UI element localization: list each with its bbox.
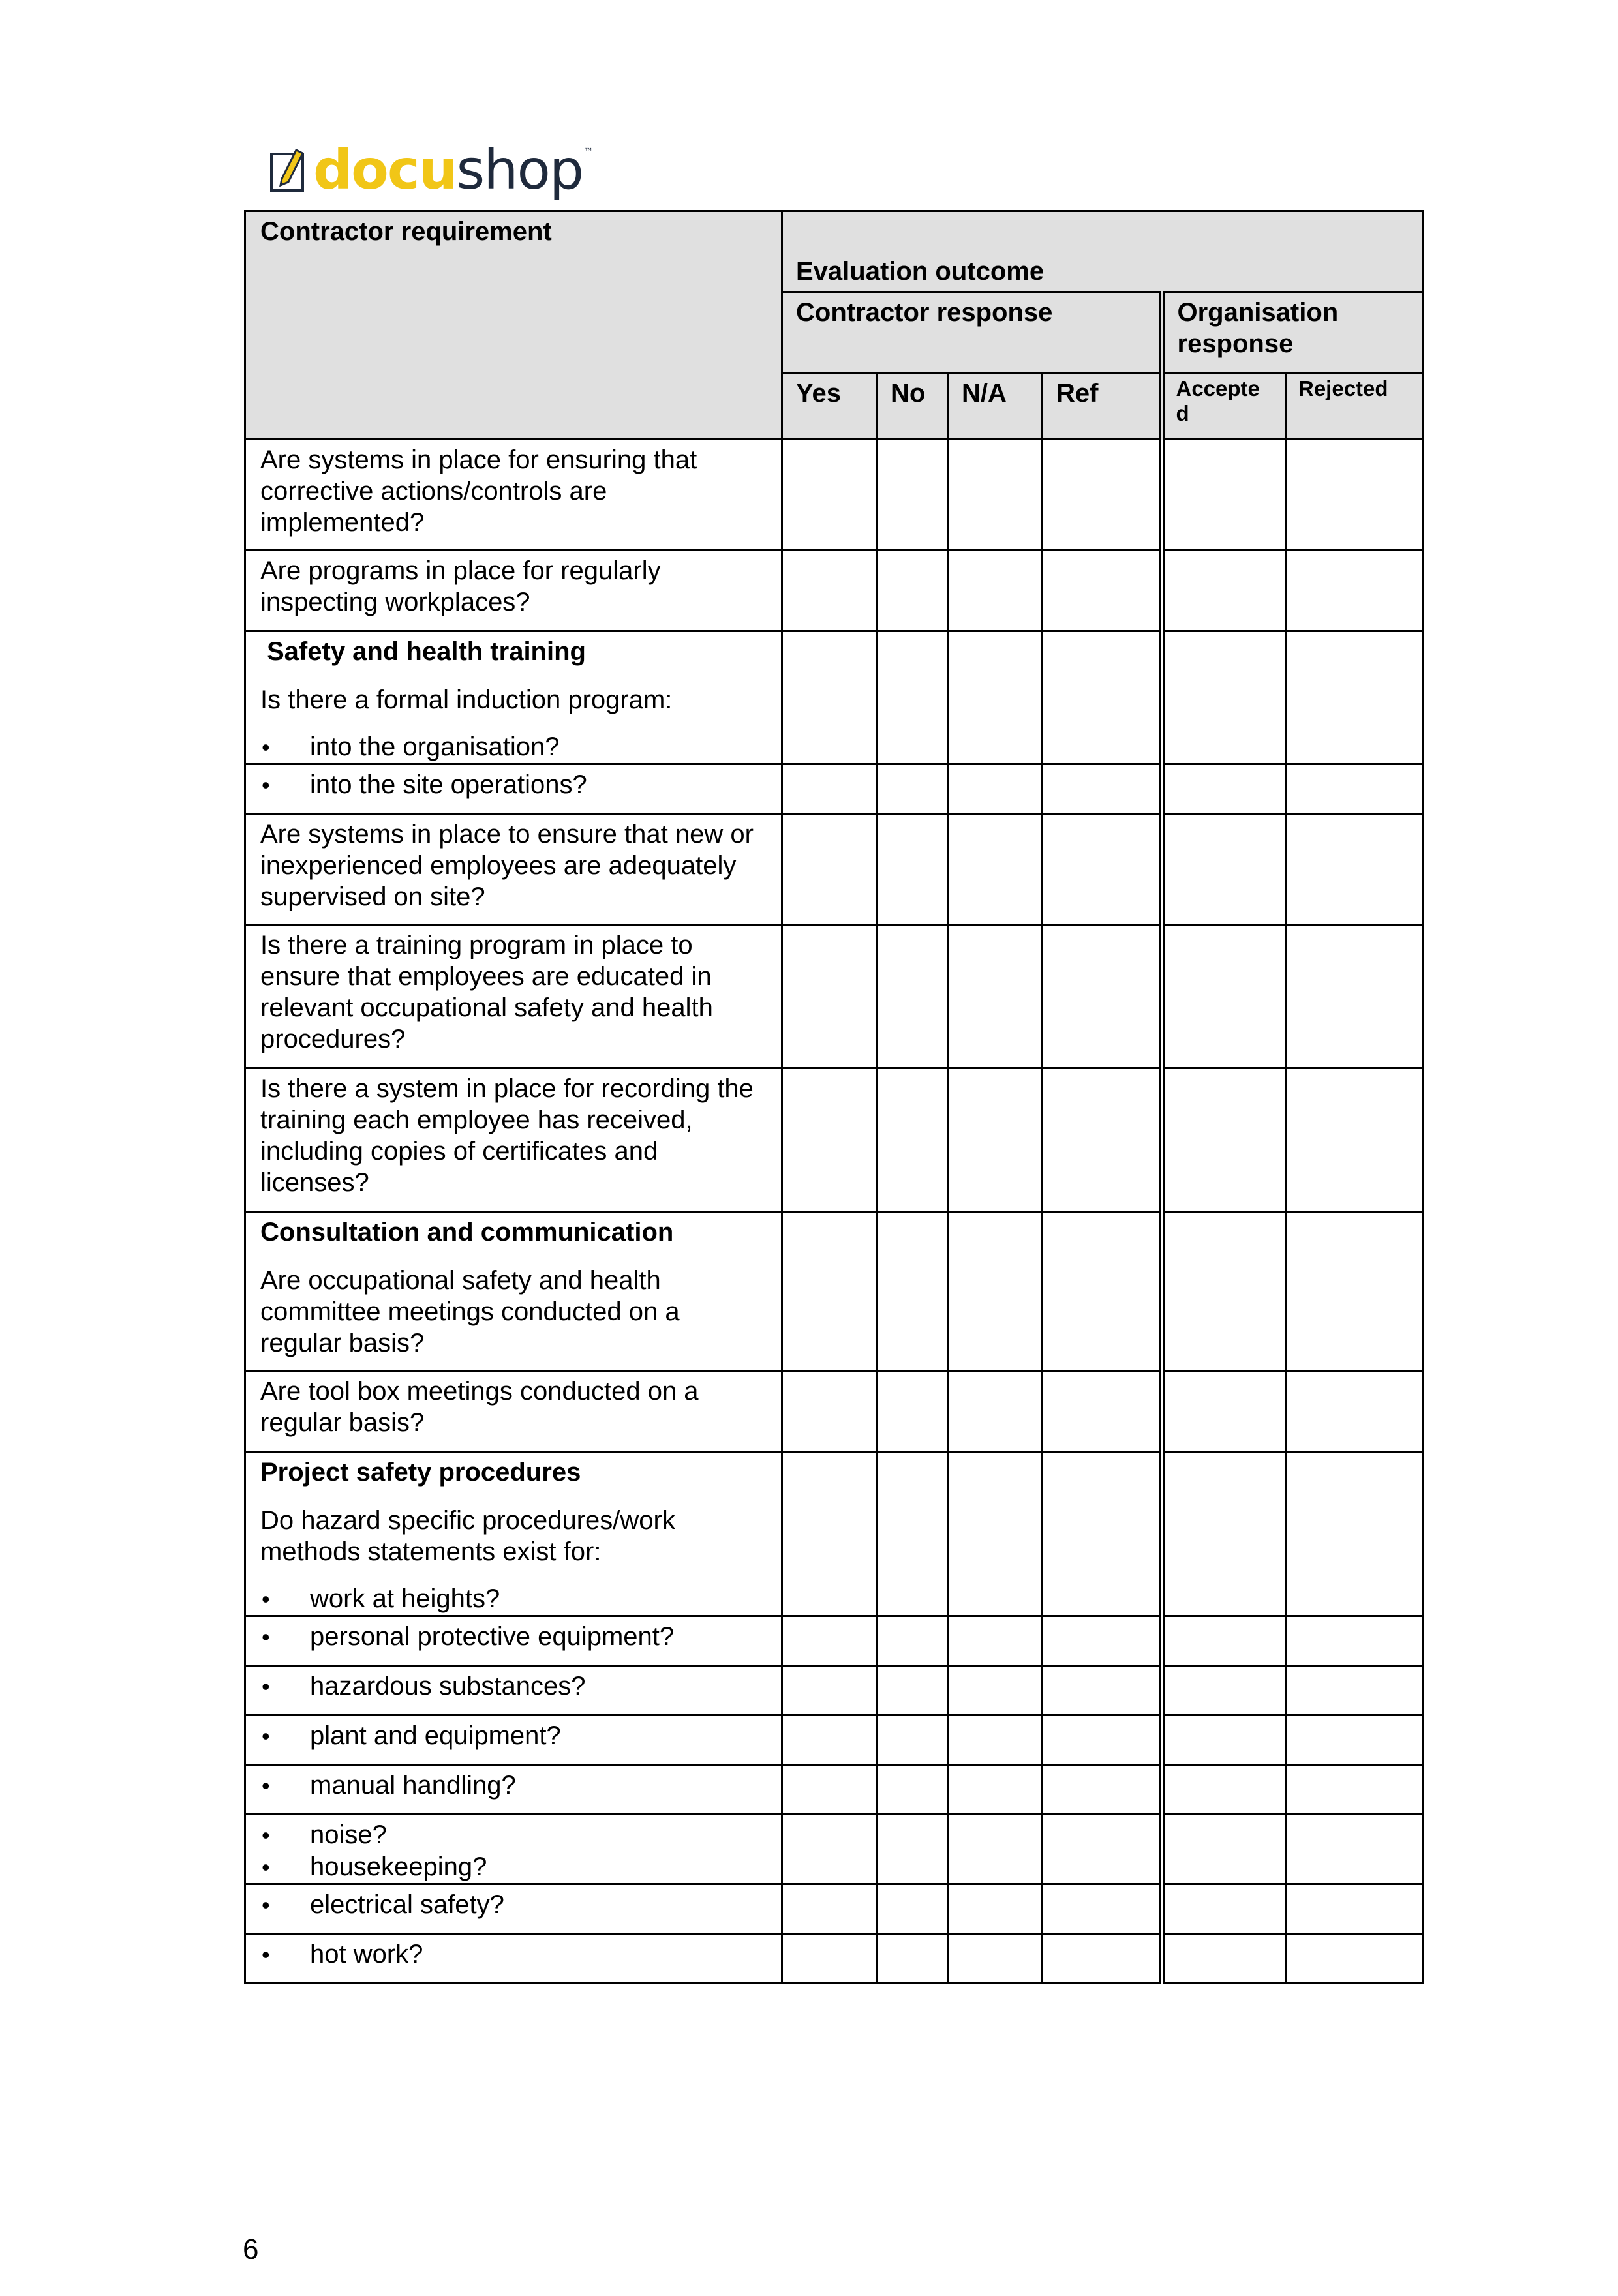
ref-response-cell[interactable] [1043,1934,1162,1984]
requirement-cell [245,1212,782,1371]
no-response-cell[interactable] [877,1715,948,1765]
question-text: Are systems in place for ensuring that corrective actions/controls are implemented? [260,446,697,537]
ref-response-cell[interactable] [1043,1371,1162,1452]
accepted-response-cell[interactable] [1162,764,1286,814]
na-response-cell[interactable] [948,764,1043,814]
bullet-item [260,1670,768,1702]
rejected-response-cell[interactable] [1286,1884,1424,1934]
pencil-document-icon [267,145,311,194]
bullet-item [260,1889,768,1921]
na-response-cell[interactable] [948,1452,1043,1616]
accepted-response-cell[interactable] [1162,551,1286,631]
question-text: Are tool box meetings conducted on a regular basis? [260,1377,699,1437]
bullet-text: work at heights? [310,1584,500,1613]
header-accepted: Accepte d [1162,373,1286,440]
requirement-cell [245,764,782,814]
no-response-cell[interactable] [877,1765,948,1815]
no-response-cell[interactable] [877,440,948,551]
bullet-item [260,1939,768,1971]
evaluation-table [244,210,1424,1984]
bullet-icon: • [262,1822,270,1849]
page-number: 6 [243,2233,259,2265]
no-response-cell[interactable] [877,1371,948,1452]
table-row [245,1452,1424,1616]
na-response-cell[interactable] [948,814,1043,925]
yes-response-cell[interactable] [782,925,877,1068]
bullet-icon: • [262,1854,270,1881]
rejected-response-cell[interactable] [1286,1452,1424,1616]
bullet-icon: • [262,734,270,761]
header-na: N/A [948,373,1043,440]
requirement-cell [245,1934,782,1984]
question-text: Are systems in place to ensure that new or inexperienced employees are adequately supervised on site? [260,820,754,911]
requirement-cell [245,1616,782,1666]
ref-response-cell[interactable] [1043,925,1162,1068]
rejected-response-cell[interactable] [1286,1934,1424,1984]
logo-text-docu: docu [313,138,457,202]
table-row [245,1068,1424,1212]
table-row [245,1371,1424,1452]
accepted-response-cell[interactable] [1162,1068,1286,1212]
na-response-cell[interactable] [948,1815,1043,1884]
rejected-response-cell[interactable] [1286,1371,1424,1452]
ref-response-cell[interactable] [1043,1884,1162,1934]
question-text: Are occupational safety and health committee meetings conducted on a regular basis? [260,1266,680,1357]
rejected-response-cell[interactable] [1286,925,1424,1068]
na-response-cell[interactable] [948,551,1043,631]
yes-response-cell[interactable] [782,1616,877,1666]
requirement-cell [245,1666,782,1715]
rejected-response-cell[interactable] [1286,1666,1424,1715]
header-rejected: Rejected [1286,373,1424,440]
accepted-response-cell[interactable] [1162,1371,1286,1452]
no-response-cell[interactable] [877,764,948,814]
ref-response-cell[interactable] [1043,1765,1162,1815]
bullet-item [260,1621,768,1653]
na-response-cell[interactable] [948,1715,1043,1765]
ref-response-cell[interactable] [1043,1212,1162,1371]
header-contractor-response: Contractor response [782,292,1162,373]
rejected-response-cell[interactable] [1286,814,1424,925]
no-response-cell[interactable] [877,1212,948,1371]
ref-response-cell[interactable] [1043,1815,1162,1884]
accepted-response-cell[interactable] [1162,440,1286,551]
yes-response-cell[interactable] [782,551,877,631]
question-text: Are programs in place for regularly inspecting workplaces? [260,556,661,616]
question-text: Is there a training program in place to ensure that employees are educated in relevant occupational safety and health procedures? [260,931,713,1053]
na-response-cell[interactable] [948,1616,1043,1666]
rejected-response-cell[interactable] [1286,1212,1424,1371]
bullet-text: plant and equipment? [310,1721,561,1750]
bullet-text: personal protective equipment? [310,1622,675,1651]
no-response-cell[interactable] [877,1068,948,1212]
na-response-cell[interactable] [948,1068,1043,1212]
yes-response-cell[interactable] [782,1068,877,1212]
table-row [245,814,1424,925]
yes-response-cell[interactable] [782,764,877,814]
bullet-icon: • [262,1892,270,1918]
bullet-icon: • [262,1673,270,1700]
requirement-cell [245,631,782,764]
bullet-item [260,1720,768,1752]
requirement-cell [245,1765,782,1815]
requirement-cell [245,440,782,551]
requirement-cell [245,925,782,1068]
requirement-cell [245,1371,782,1452]
no-response-cell[interactable] [877,1884,948,1934]
ref-response-cell[interactable] [1043,1616,1162,1666]
bullet-item [260,1583,768,1615]
ref-response-cell[interactable] [1043,440,1162,551]
table-row [245,1715,1424,1765]
header-organisation-response: Organisation response [1162,292,1424,373]
bullet-icon: • [262,772,270,798]
table-row [245,1616,1424,1666]
bullet-text: manual handling? [310,1771,516,1800]
accepted-response-cell[interactable] [1162,814,1286,925]
bullet-item [260,769,768,801]
no-response-cell[interactable] [877,631,948,764]
section-heading: Consultation and communication [260,1218,674,1246]
ref-response-cell[interactable] [1043,1715,1162,1765]
requirement-cell [245,1884,782,1934]
table-row [245,1934,1424,1984]
no-response-cell[interactable] [877,814,948,925]
accepted-response-cell[interactable] [1162,1616,1286,1666]
na-response-cell[interactable] [948,1212,1043,1371]
na-response-cell[interactable] [948,631,1043,764]
no-response-cell[interactable] [877,1616,948,1666]
bullet-text: noise? [310,1820,387,1849]
na-response-cell[interactable] [948,1765,1043,1815]
bullet-item [260,731,768,763]
bullet-icon: • [262,1586,270,1612]
section-heading: Project safety procedures [260,1458,581,1487]
ref-response-cell[interactable] [1043,814,1162,925]
accepted-response-cell[interactable] [1162,1715,1286,1765]
table-row [245,1884,1424,1934]
table-row [245,440,1424,551]
bullet-text: into the site operations? [310,770,587,799]
table-row [245,631,1424,764]
requirement-cell [245,1452,782,1616]
na-response-cell[interactable] [948,1371,1043,1452]
accepted-response-cell[interactable] [1162,925,1286,1068]
na-response-cell[interactable] [948,1934,1043,1984]
section-heading: Safety and health training [267,637,586,666]
ref-response-cell[interactable] [1043,551,1162,631]
accepted-response-cell[interactable] [1162,1884,1286,1934]
table-row [245,551,1424,631]
header-contractor-requirement: Contractor requirement [245,211,782,440]
trademark-symbol: ™ [584,147,592,157]
rejected-response-cell[interactable] [1286,1616,1424,1666]
question-text: Is there a formal induction program: [260,686,673,714]
yes-response-cell[interactable] [782,1666,877,1715]
no-response-cell[interactable] [877,1452,948,1616]
question-text: Do hazard specific procedures/work methods statements exist for: [260,1506,675,1566]
header-yes: Yes [782,373,877,440]
requirement-cell [245,814,782,925]
ref-response-cell[interactable] [1043,1452,1162,1616]
bullet-icon: • [262,1941,270,1968]
question-text: Is there a system in place for recording the training each employee has received, including copies of certificates and licenses? [260,1074,754,1197]
table-row [245,925,1424,1068]
table-row [245,1212,1424,1371]
no-response-cell[interactable] [877,1815,948,1884]
yes-response-cell[interactable] [782,1371,877,1452]
ref-response-cell[interactable] [1043,764,1162,814]
header-ref: Ref [1043,373,1162,440]
bullet-text: hot work? [310,1940,423,1969]
ref-response-cell[interactable] [1043,1666,1162,1715]
bullet-text: hazardous substances? [310,1672,586,1700]
bullet-text: housekeeping? [310,1852,487,1881]
table-row [245,1765,1424,1815]
yes-response-cell[interactable] [782,1715,877,1765]
no-response-cell[interactable] [877,1666,948,1715]
yes-response-cell[interactable] [782,1212,877,1371]
bullet-item [260,1819,768,1851]
ref-response-cell[interactable] [1043,1068,1162,1212]
yes-response-cell[interactable] [782,1884,877,1934]
rejected-response-cell[interactable] [1286,551,1424,631]
accepted-response-cell[interactable] [1162,631,1286,764]
docushop-logo [267,137,592,202]
na-response-cell[interactable] [948,1884,1043,1934]
bullet-text: electrical safety? [310,1890,504,1919]
rejected-response-cell[interactable] [1286,1715,1424,1765]
requirement-cell [245,1068,782,1212]
no-response-cell[interactable] [877,551,948,631]
header-evaluation-outcome: Evaluation outcome [782,211,1424,292]
bullet-item [260,1770,768,1802]
bullet-icon: • [262,1772,270,1799]
bullet-item [260,1851,768,1883]
rejected-response-cell[interactable] [1286,764,1424,814]
ref-response-cell[interactable] [1043,631,1162,764]
rejected-response-cell[interactable] [1286,440,1424,551]
rejected-response-cell[interactable] [1286,1765,1424,1815]
bullet-text: into the organisation? [310,733,560,761]
table-row [245,764,1424,814]
requirement-cell [245,551,782,631]
yes-response-cell[interactable] [782,1452,877,1616]
yes-response-cell[interactable] [782,440,877,551]
requirement-cell [245,1715,782,1765]
rejected-response-cell[interactable] [1286,631,1424,764]
accepted-response-cell[interactable] [1162,1934,1286,1984]
accepted-response-cell[interactable] [1162,1666,1286,1715]
requirement-cell [245,1815,782,1884]
yes-response-cell[interactable] [782,1815,877,1884]
no-response-cell[interactable] [877,1934,948,1984]
yes-response-cell[interactable] [782,1765,877,1815]
bullet-icon: • [262,1624,270,1650]
rejected-response-cell[interactable] [1286,1068,1424,1212]
logo-text-shop: shop [456,138,583,202]
accepted-response-cell[interactable] [1162,1452,1286,1616]
no-response-cell[interactable] [877,925,948,1068]
table-row [245,1815,1424,1884]
bullet-icon: • [262,1723,270,1749]
accepted-response-cell[interactable] [1162,1212,1286,1371]
accepted-response-cell[interactable] [1162,1765,1286,1815]
header-no: No [877,373,948,440]
yes-response-cell[interactable] [782,1934,877,1984]
rejected-response-cell[interactable] [1286,1815,1424,1884]
yes-response-cell[interactable] [782,814,877,925]
na-response-cell[interactable] [948,440,1043,551]
na-response-cell[interactable] [948,1666,1043,1715]
yes-response-cell[interactable] [782,631,877,764]
accepted-response-cell[interactable] [1162,1815,1286,1884]
table-row [245,1666,1424,1715]
na-response-cell[interactable] [948,925,1043,1068]
